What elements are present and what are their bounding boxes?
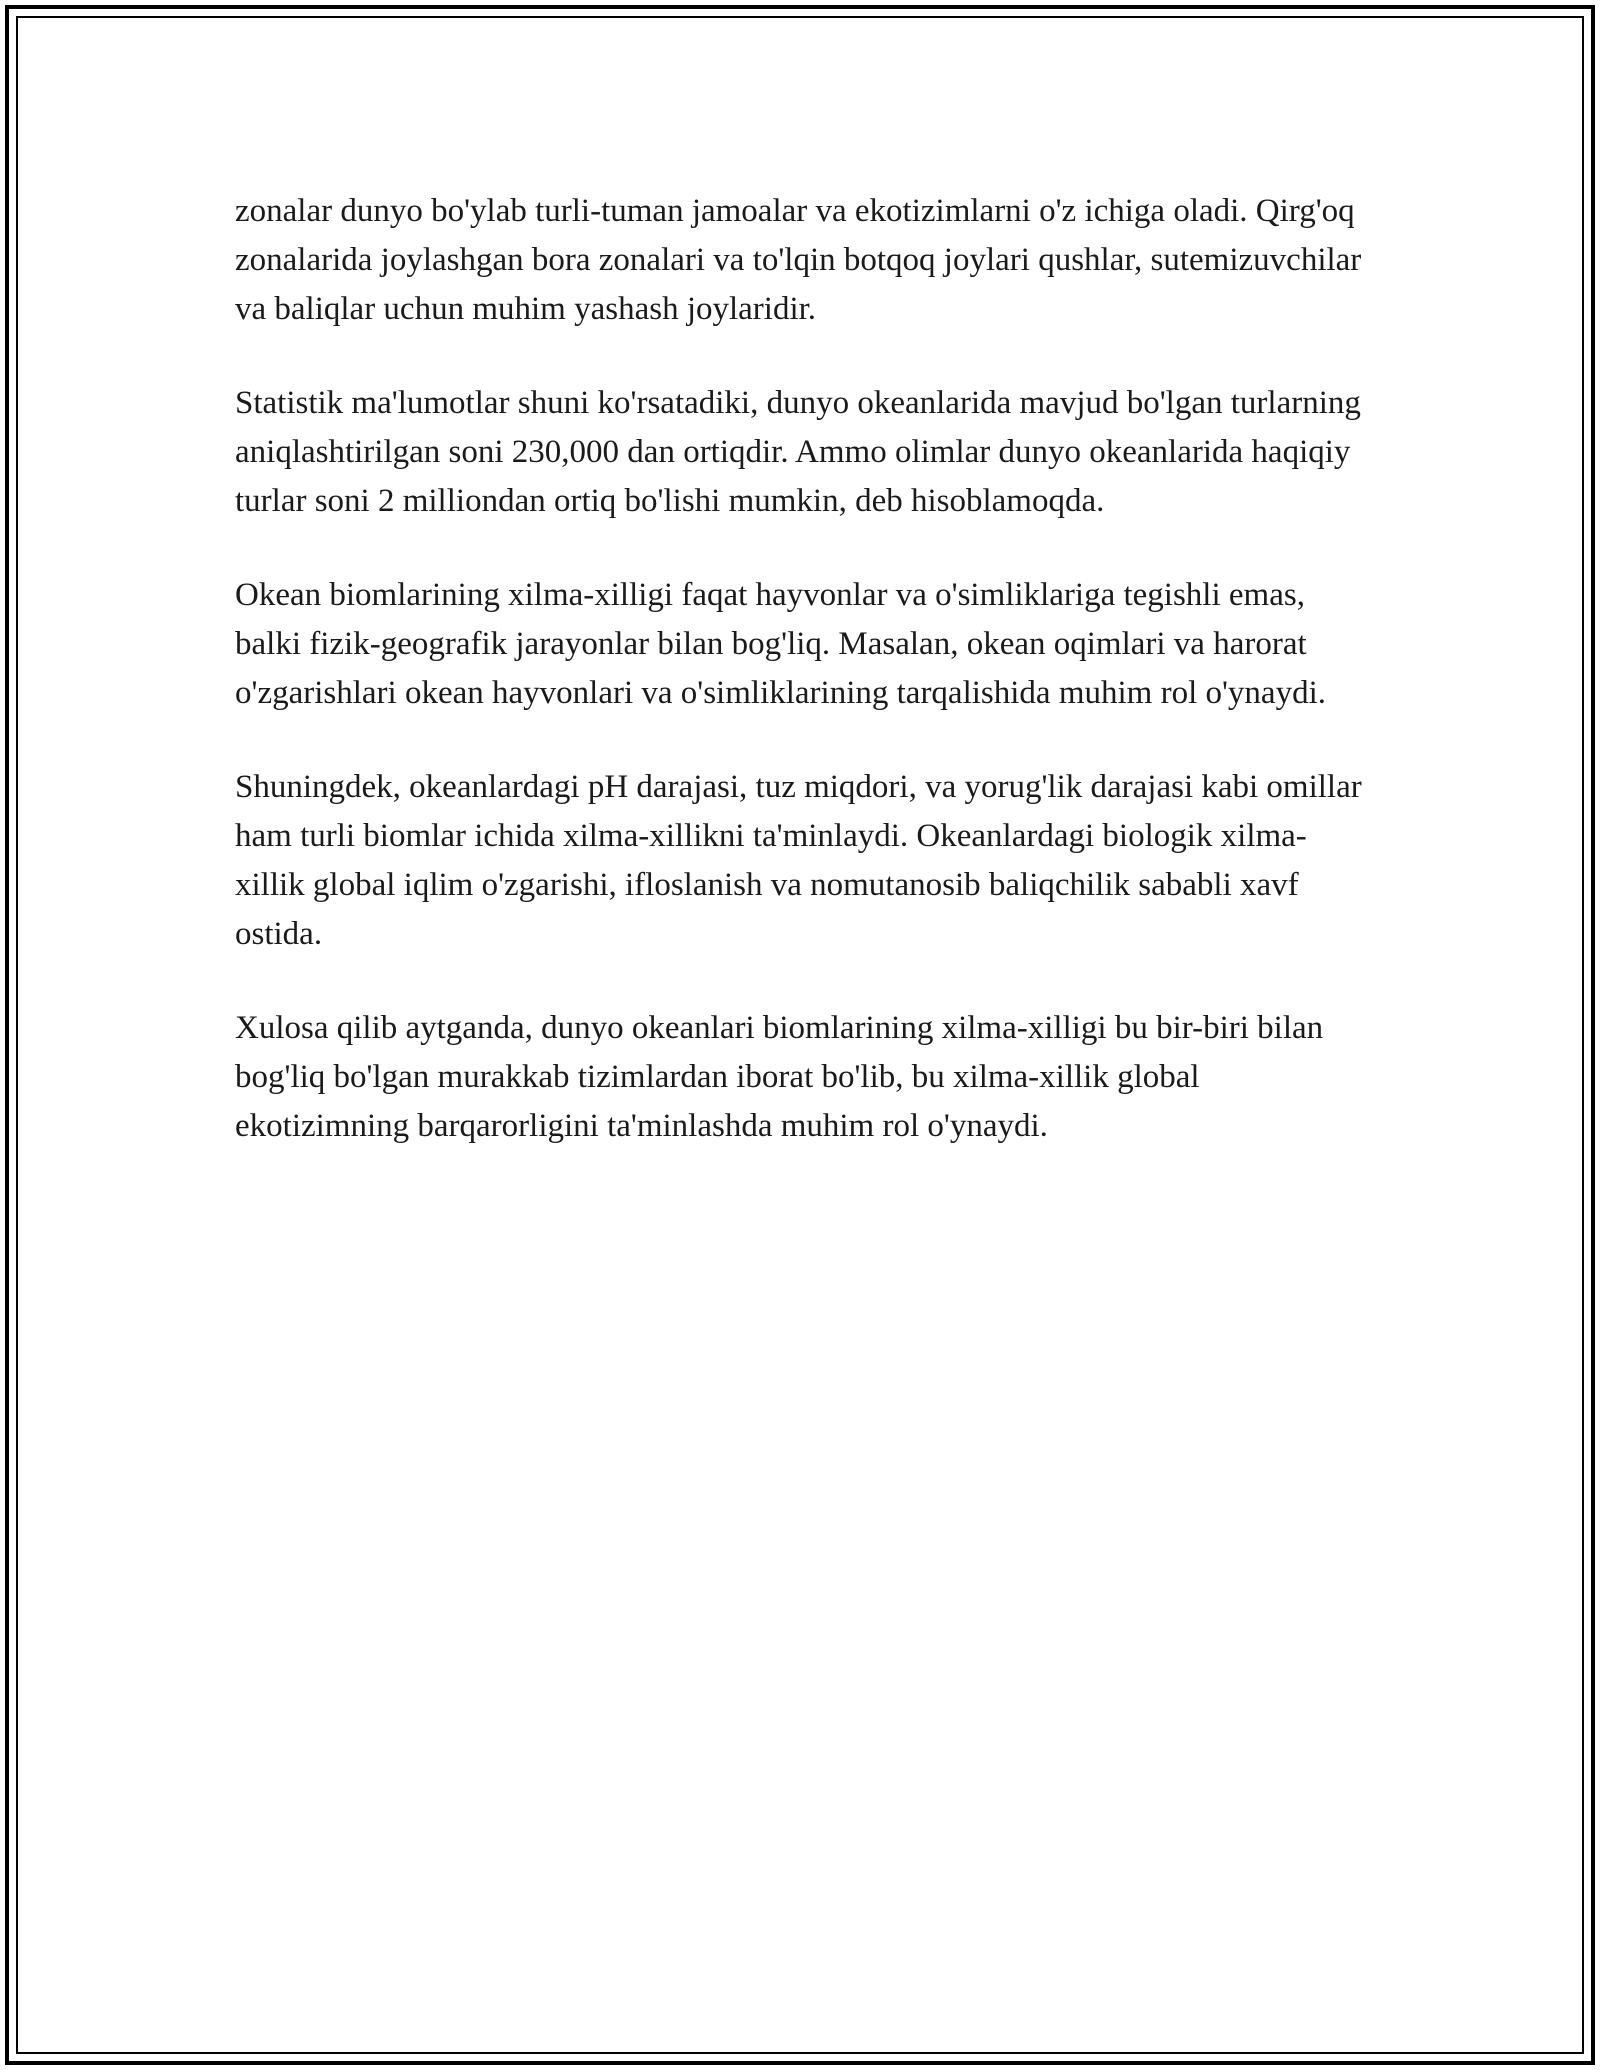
paragraph-4: Shuningdek, okeanlardagi pH darajasi, tuz miqdori, va yorug'lik darajasi kabi omillar ham turli biomlar ichida xilma-xillikni ta'minlaydi. Okeanlardagi biologik xilma-xillik global iqlim o'zgarishi, ifloslanish va nomutanosib baliqchilik sababli xavf ostida. — [235, 769, 1362, 952]
paragraph-5: Xulosa qilib aytganda, dunyo okeanlari biomlarining xilma-xilligi bu bir-biri bilan bog'liq bo'lgan murakkab tizimlardan iborat bo'lib, bu xilma-xillik global ekotizimning barqarorligini ta'minlashda muhim rol o'ynaydi. — [235, 1010, 1324, 1144]
paragraph-3: Okean biomlarining xilma-xilligi faqat hayvonlar va o'simliklariga tegishli emas, balki fizik-geografik jarayonlar bilan bog'liq. Masalan, okean oqimlari va harorat o'zgarishlari okean hayvonlari va o'simliklarining tarqalishida muhim rol o'ynaydi. — [235, 577, 1326, 711]
document-body — [235, 187, 1375, 1196]
paragraph-1: zonalar dunyo bo'ylab turli-tuman jamoalar va ekotizimlarni o'z ichiga oladi. Qirg'oq zonalarida joylashgan bora zonalari va to'lqin botqoq joylari qushlar, sutemizuvchilar va baliqlar uchun muhim yashash joylaridir. — [235, 193, 1362, 327]
paragraph-2: Statistik ma'lumotlar shuni ko'rsatadiki, dunyo okeanlarida mavjud bo'lgan turlarning aniqlashtirilgan soni 230,000 dan ortiqdir. Ammo olimlar dunyo okeanlarida haqiqiy turlar soni 2 milliondan ortiq bo'lishi mumkin, deb hisoblamoqda. — [235, 385, 1361, 519]
